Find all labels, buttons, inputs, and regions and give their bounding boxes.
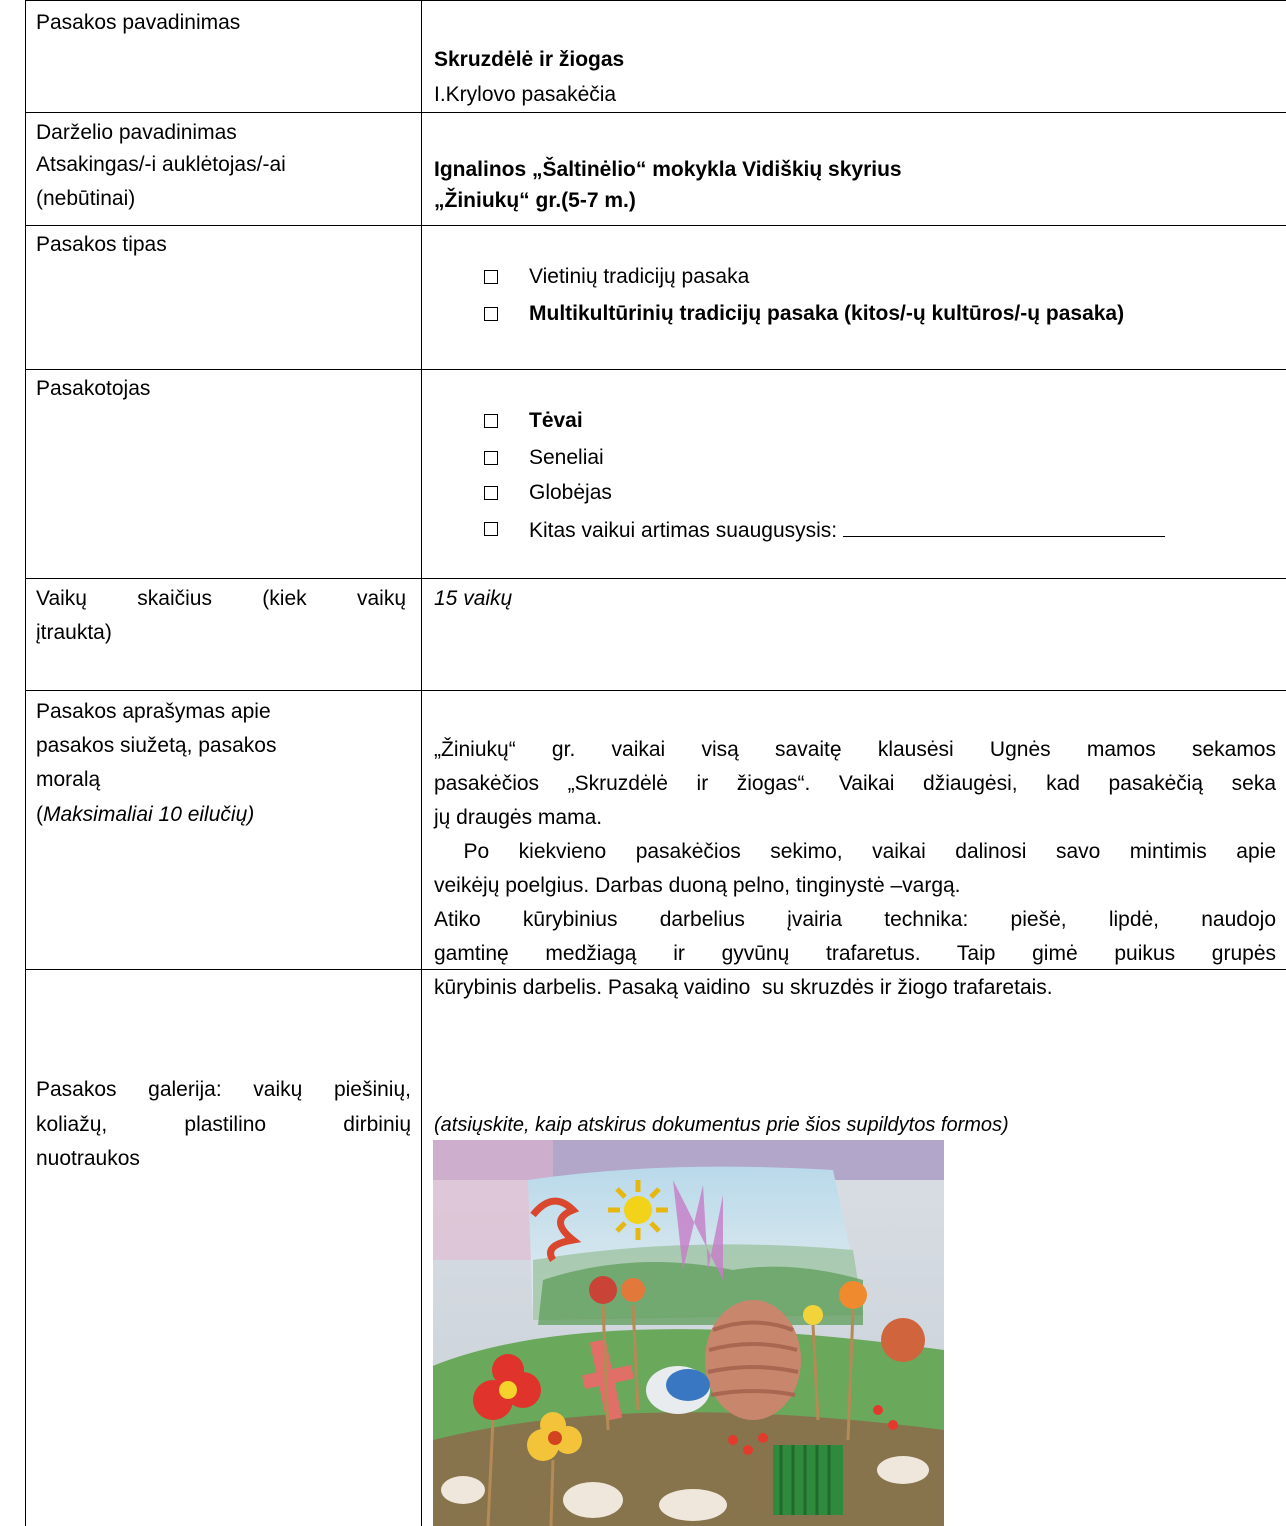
gallery-note: (atsiųskite, kaip atskirus dokumentus prie šios supildytos formos)	[434, 1114, 1009, 1136]
description-line: gamtinę medžiagą ir gyvūnų trafaretus. Taip gimė puikus grupės	[434, 942, 1276, 965]
row-label-children-count-cont: įtraukta)	[36, 621, 112, 644]
checkbox-other-adult[interactable]	[484, 522, 498, 536]
row-label-gallery: Pasakos galerija: vaikų piešinių,	[36, 1078, 411, 1101]
description-line: Po kiekvieno pasakėčios sekimo, vaikai dalinosi savo mintimis apie	[434, 840, 1276, 863]
row-label-description-4: (Maksimaliai 10 eilučių)	[36, 803, 255, 826]
checkbox-parents[interactable]	[484, 414, 498, 428]
description-line: pasakėčios „Skruzdėlė ir žiogas“. Vaikai džiaugėsi, kad pasakėčią seka	[434, 772, 1276, 795]
tale-title: Skruzdėlė ir žiogas	[434, 48, 625, 71]
option-guardian: Globėjas	[529, 481, 612, 504]
row-divider	[25, 578, 1286, 579]
group-name: „Žiniukų“ gr.(5-7 m.)	[434, 189, 636, 212]
row-label-optional: (nebūtinai)	[36, 187, 136, 210]
table-column-divider	[421, 0, 422, 1526]
description-line: kūrybinis darbelis. Pasaką vaidino su skruzdės ir žiogo trafaretais.	[434, 976, 1053, 999]
row-label-children-count: Vaikų skaičius (kiek vaikų	[36, 587, 406, 610]
tale-subtitle: I.Krylovo pasakėčia	[434, 83, 617, 106]
option-parents: Tėvai	[529, 409, 583, 432]
description-line: jų draugės mama.	[434, 806, 603, 829]
row-label-kindergarten: Darželio pavadinimas	[36, 121, 237, 144]
option-multicultural-tradition: Multikultūrinių tradicijų pasaka (kitos/-ų kultūros/-ų pasaka)	[529, 302, 1125, 325]
table-top-border	[25, 0, 1286, 1]
row-label-description-2: pasakos siužetą, pasakos	[36, 734, 277, 757]
description-line: veikėjų poelgius. Darbas duoną pelno, tinginystė –vargą.	[434, 874, 961, 897]
row-label-gallery-2: koliažų, plastilino dirbinių	[36, 1113, 411, 1136]
option-other-adult: Kitas vaikui artimas suaugusysis:	[529, 514, 1165, 546]
checkbox-multicultural-tradition[interactable]	[484, 307, 498, 321]
row-label-teacher: Atsakingas/-i auklėtojas/-ai	[36, 153, 286, 176]
option-grandparents: Seneliai	[529, 446, 604, 469]
row-divider	[25, 690, 1286, 691]
table-left-border	[25, 0, 26, 1526]
row-divider	[25, 969, 1286, 970]
children-count: 15 vaikų	[434, 587, 513, 610]
row-label-narrator: Pasakotojas	[36, 377, 151, 400]
checkbox-guardian[interactable]	[484, 486, 498, 500]
row-label-name: Pasakos pavadinimas	[36, 11, 241, 34]
row-divider	[25, 225, 1286, 226]
option-local-tradition: Vietinių tradicijų pasaka	[529, 265, 750, 288]
row-label-gallery-3: nuotraukos	[36, 1147, 140, 1170]
row-label-type: Pasakos tipas	[36, 233, 167, 256]
gallery-photo	[433, 1140, 944, 1526]
kindergarten-name: Ignalinos „Šaltinėlio“ mokykla Vidiškių skyrius	[434, 158, 902, 181]
description-line: Atiko kūrybinius darbelius įvairia technika: piešė, lipdė, naudojo	[434, 908, 1276, 931]
row-label-description-3: moralą	[36, 768, 101, 791]
row-divider	[25, 112, 1286, 113]
checkbox-grandparents[interactable]	[484, 451, 498, 465]
other-adult-blank[interactable]	[843, 514, 1165, 537]
checkbox-local-tradition[interactable]	[484, 270, 498, 284]
row-divider	[25, 369, 1286, 370]
description-line: „Žiniukų“ gr. vaikai visą savaitę klausėsi Ugnės mamos sekamos	[434, 738, 1276, 761]
row-label-description: Pasakos aprašymas apie	[36, 700, 271, 723]
